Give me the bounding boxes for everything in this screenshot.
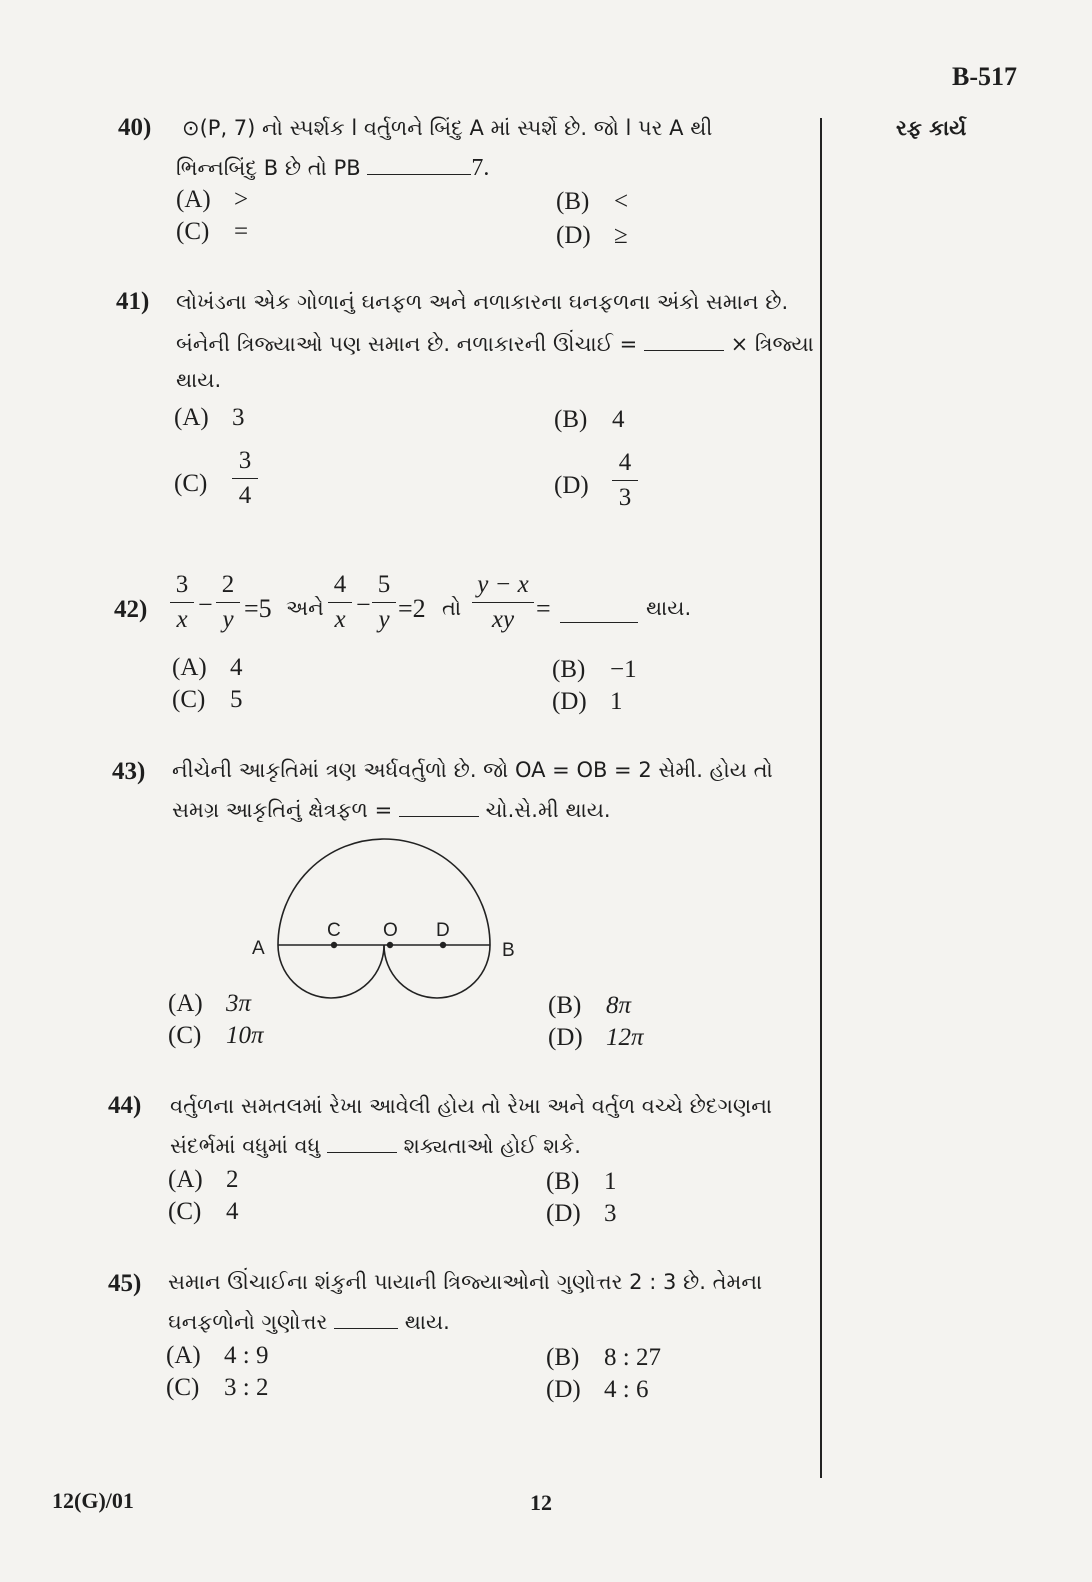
question-text: ⊙(P, 7) નો સ્પર્શક l વર્તુળને બિંદુ A માં સ્પર્શે છે. જો l પર A થી — [182, 116, 713, 140]
option-c[interactable]: (C) 10π — [168, 1022, 264, 1049]
operator: − — [356, 590, 371, 619]
rough-work-label: રફ કાર્ય — [896, 116, 967, 140]
question-text: લોખંડના એક ગોળાનું ઘનફળ અને નળાકારના ઘનફળના અંકો સમાન છે. — [176, 290, 789, 314]
option-d-fraction: 4 3 — [612, 448, 638, 513]
option-b[interactable]: (B) −1 — [552, 656, 637, 683]
footer-code: 12(G)/01 — [52, 1488, 134, 1513]
question-text: થાય. — [176, 368, 222, 392]
option-d[interactable]: (D) 4 : 6 — [546, 1376, 649, 1403]
point-c — [331, 942, 337, 948]
option-b[interactable]: (B) 8π — [548, 992, 632, 1019]
question-number: 41) — [116, 288, 150, 315]
answer-blank — [334, 1308, 398, 1329]
option-a[interactable]: (A) 3π — [168, 990, 252, 1017]
question-number: 42) — [114, 596, 148, 623]
option-a[interactable]: (A) 2 — [168, 1166, 239, 1193]
point-o — [387, 942, 393, 948]
option-b[interactable]: (B) 4 — [554, 406, 625, 433]
conjunction: તો — [442, 596, 462, 620]
question-number: 45) — [108, 1270, 142, 1297]
question-text: બંનેની ત્રિજ્યાઓ પણ સમાન છે. નળાકારની ઊંચાઈ = × ત્રિજ્યા — [176, 332, 814, 356]
option-d[interactable]: (D) ≥ — [556, 222, 628, 249]
answer-blank — [327, 1132, 397, 1153]
paper-code: B-517 — [952, 62, 1017, 91]
option-d[interactable]: (D) 1 — [552, 688, 623, 715]
fraction: y − x xy — [472, 570, 534, 635]
fraction: 4 x — [328, 570, 352, 635]
question-text: સંદર્ભમાં વધુમાં વધુ શક્યતાઓ હોઈ શકે. — [170, 1134, 581, 1158]
point-d — [440, 942, 446, 948]
option-d[interactable]: (D) — [554, 472, 589, 499]
question-text: વર્તુળના સમતલમાં રેખા આવેલી હોય તો રેખા અને વર્તુળ વચ્ચે છેદગણના — [170, 1094, 773, 1118]
answer-blank — [399, 796, 479, 817]
fraction: 3 x — [170, 570, 194, 635]
option-b[interactable]: (B) < — [556, 188, 629, 215]
equals-sign: = — [536, 594, 551, 623]
question-text: ઘનફળોનો ગુણોત્તર થાય. — [168, 1310, 450, 1334]
option-c[interactable]: (C) 3 : 2 — [166, 1374, 269, 1401]
question-number: 44) — [108, 1092, 142, 1119]
option-a[interactable]: (A) 4 : 9 — [166, 1342, 269, 1369]
question-text: સમગ્ર આકૃતિનું ક્ષેત્રફળ = ચો.સે.મી થાય. — [172, 798, 611, 822]
label-d: D — [436, 920, 450, 941]
page-number: 12 — [530, 1490, 552, 1515]
semicircles-figure — [240, 830, 540, 1010]
label-a: A — [252, 938, 265, 959]
label-b: B — [502, 940, 515, 961]
question-number: 43) — [112, 758, 146, 785]
question-suffix: થાય. — [646, 596, 692, 620]
option-a[interactable]: (A) > — [176, 186, 249, 213]
option-c-fraction: 3 4 — [232, 446, 258, 511]
label-o: O — [383, 920, 398, 941]
question-text: સમાન ઊંચાઈના શંકુની પાયાની ત્રિજ્યાઓનો ગુણોત્તર 2 : 3 છે. તેમના — [168, 1270, 763, 1294]
question-number: 40) — [118, 114, 152, 141]
operator: − — [198, 590, 213, 619]
fraction: 5 y — [372, 570, 396, 635]
option-d[interactable]: (D) 12π — [548, 1024, 644, 1051]
question-text: નીચેની આકૃતિમાં ત્રણ અર્ધવર્તુળો છે. જો OA = OB = 2 સેમી. હોય તો — [172, 758, 773, 782]
option-c[interactable]: (C) 4 — [168, 1198, 239, 1225]
option-c[interactable]: (C) — [174, 470, 208, 497]
answer-blank — [644, 330, 724, 351]
answer-blank — [367, 154, 471, 175]
option-a[interactable]: (A) 3 — [174, 404, 245, 431]
option-b[interactable]: (B) 8 : 27 — [546, 1344, 661, 1371]
option-c[interactable]: (C) = — [176, 218, 249, 245]
option-b[interactable]: (B) 1 — [546, 1168, 617, 1195]
equals-value: =2 — [398, 594, 426, 623]
fraction: 2 y — [216, 570, 240, 635]
label-c: C — [327, 920, 341, 941]
question-text: ભિન્નબિંદુ B છે તો PB 7. — [176, 155, 490, 181]
conjunction: અને — [286, 596, 324, 620]
answer-blank — [560, 602, 638, 623]
column-divider — [820, 118, 822, 1478]
option-c[interactable]: (C) 5 — [172, 686, 243, 713]
equals-value: =5 — [244, 594, 272, 623]
option-a[interactable]: (A) 4 — [172, 654, 243, 681]
option-d[interactable]: (D) 3 — [546, 1200, 617, 1227]
